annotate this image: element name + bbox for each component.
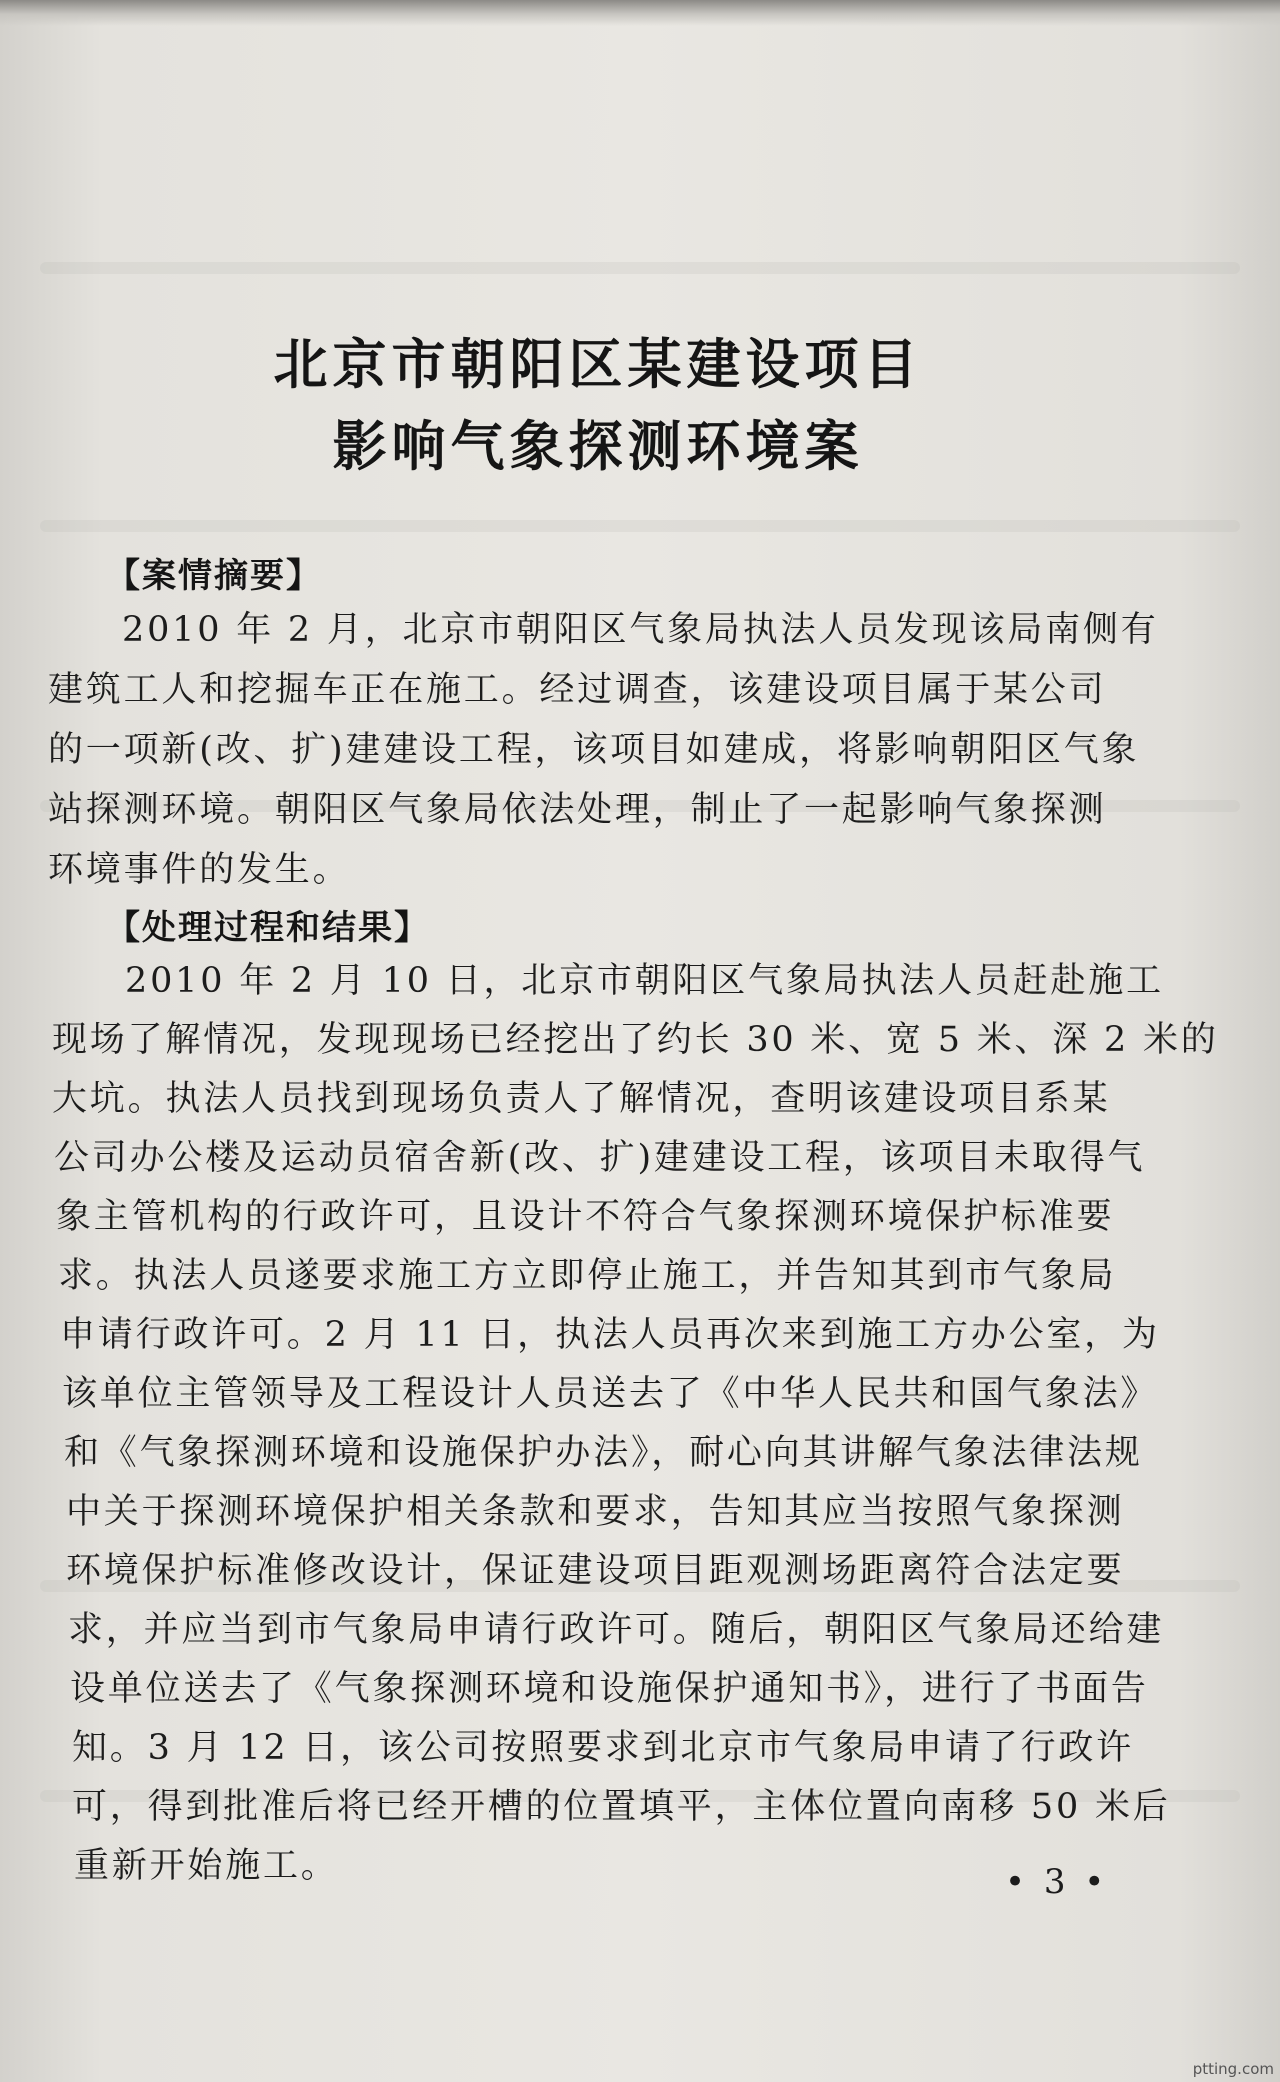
summary-line: 站探测环境。朝阳区气象局依法处理，制止了一起影响气象探测 <box>48 790 1107 830</box>
process-line: 大坑。执法人员找到现场负责人了解情况，查明该建设项目系某 <box>52 1079 1111 1119</box>
process-line: 和《气象探测环境和设施保护办法》，耐心向其讲解气象法律法规 <box>64 1433 1143 1473</box>
process-heading: 【处理过程和结果】 <box>106 908 430 948</box>
site-watermark: ptting.com <box>1192 2060 1274 2078</box>
case-title-line-2: 影响气象探测环境案 <box>332 414 864 478</box>
process-line: 重新开始施工。 <box>74 1846 339 1886</box>
summary-line: 环境事件的发生。 <box>48 850 351 890</box>
summary-line: 建筑工人和挖掘车正在施工。经过调查，该建设项目属于某公司 <box>48 670 1107 710</box>
process-line: 可，得到批准后将已经开槽的位置填平，主体位置向南移 50 米后 <box>72 1787 1171 1827</box>
process-line: 公司办公楼及运动员宿舍新(改、扩)建建设工程，该项目未取得气 <box>54 1138 1146 1178</box>
process-line: 知。3 月 12 日，该公司按照要求到北京市气象局申请了行政许 <box>72 1728 1134 1768</box>
process-line: 象主管机构的行政许可，且设计不符合气象探测环境保护标准要 <box>56 1197 1115 1237</box>
process-line: 申请行政许可。2 月 11 日，执法人员再次来到施工方办公室，为 <box>60 1315 1160 1355</box>
process-line: 设单位送去了《气象探测环境和设施保护通知书》，进行了书面告 <box>70 1669 1149 1709</box>
process-line: 2010 年 2 月 10 日，北京市朝阳区气象局执法人员赶赴施工 <box>125 961 1164 1001</box>
summary-heading: 【案情摘要】 <box>106 556 322 596</box>
summary-line: 2010 年 2 月，北京市朝阳区气象局执法人员发现该局南侧有 <box>122 610 1159 650</box>
process-line: 求。执法人员遂要求施工方立即停止施工，并告知其到市气象局 <box>58 1256 1117 1296</box>
process-line: 求，并应当到市气象局申请行政许可。随后，朝阳区气象局还给建 <box>68 1610 1165 1650</box>
bleed-through <box>40 262 1240 274</box>
process-line: 现场了解情况，发现现场已经挖出了约长 30 米、宽 5 米、深 2 米的 <box>52 1020 1219 1060</box>
case-title-line-1: 北京市朝阳区某建设项目 <box>273 332 923 396</box>
bleed-through <box>40 520 1240 532</box>
process-line: 该单位主管领导及工程设计人员送去了《中华人民共和国气象法》 <box>62 1374 1159 1414</box>
process-line: 中关于探测环境保护相关条款和要求，告知其应当按照气象探测 <box>66 1492 1125 1532</box>
page-number: • 3 • <box>1005 1862 1109 1902</box>
page-top-shadow <box>0 0 1280 26</box>
process-line: 环境保护标准修改设计，保证建设项目距观测场距离符合法定要 <box>66 1551 1125 1591</box>
summary-line: 的一项新(改、扩)建建设工程，该项目如建成，将影响朝阳区气象 <box>48 730 1140 770</box>
